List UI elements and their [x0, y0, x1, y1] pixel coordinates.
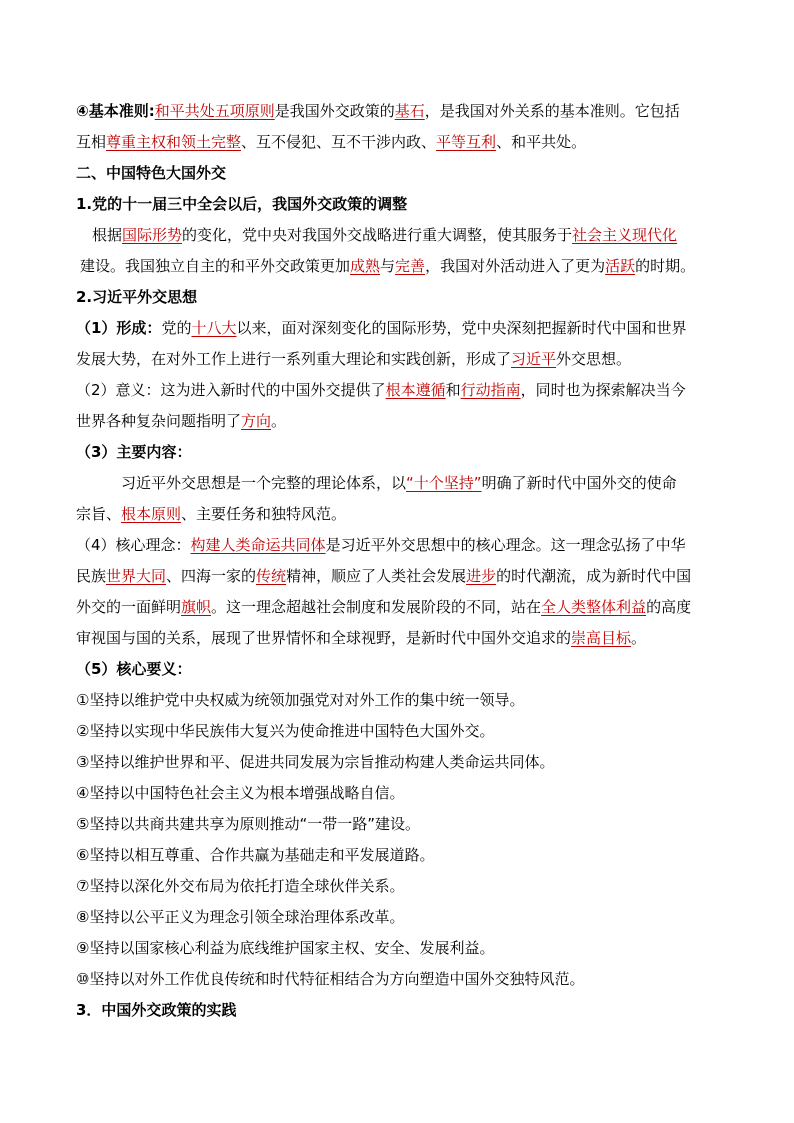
paragraph-line: [76, 592, 728, 623]
paragraph-line: [76, 561, 728, 592]
text: ，是我国对外关系的基本准则。它包括: [424, 102, 680, 120]
subsection-heading: 1.党的十一届三中全会以后，我国外交政策的调整: [76, 195, 408, 213]
blank-answer: 尊重主权和领土完整: [106, 133, 242, 151]
section-heading: 二、中国特色大国外交: [76, 164, 227, 182]
text: 的变化，党中央对我国外交战略进行重大调整，使其服务于: [182, 226, 573, 244]
list-item: ②坚持以实现中华民族伟大复兴为使命推进中国特色大国外交。: [76, 722, 495, 740]
text: 的时期。: [635, 257, 696, 275]
paragraph-line: [76, 220, 728, 251]
requirements-list: [76, 685, 728, 995]
list-item: ⑧坚持以公平正义为理念引领全球治理体系改革。: [76, 908, 405, 926]
notes-body: [76, 96, 728, 1026]
blank-answer: 全人类整体利益: [541, 598, 647, 616]
text: 、互不侵犯、互不干涉内政、: [241, 133, 437, 151]
blank-answer: 基石: [394, 102, 425, 120]
list-item: ③坚持以维护世界和平、促进共同发展为宗旨推动构建人类命运共同体。: [76, 753, 555, 771]
text: 互相: [76, 133, 107, 151]
paragraph-line: [76, 406, 728, 437]
blank-answer: 进步: [466, 567, 497, 585]
text: 。这一理念超越社会制度和发展阶段的不同，站在: [211, 598, 542, 616]
text: 的高度: [646, 598, 692, 616]
text: 是我国外交政策的: [274, 102, 395, 120]
blank-answer: 崇高目标: [571, 629, 632, 647]
paragraph-line: [76, 251, 728, 282]
item-label: （5）核心要义：: [76, 660, 192, 678]
text: 与: [380, 257, 396, 275]
text: 审视国与国的关系，展现了世界情怀和全球视野，是新时代中国外交追求的: [76, 629, 572, 647]
text: 建设。我国独立自主的和平外交政策更加: [80, 257, 351, 275]
blank-answer: 世界大同: [106, 567, 167, 585]
text: 世界各种复杂问题指明了: [76, 412, 242, 430]
item-label: （3）主要内容：: [76, 443, 192, 461]
blank-answer: 方向: [241, 412, 272, 430]
paragraph-line: [76, 313, 728, 344]
item-label: （4）核心理念：: [76, 536, 191, 554]
text: 的时代潮流，成为新时代中国: [496, 567, 692, 585]
blank-answer: 国际形势: [122, 226, 183, 244]
blank-answer: 根本遵循: [385, 381, 446, 399]
text: 这为进入新时代的中国外交提供了: [160, 381, 386, 399]
text: 外交思想。: [556, 350, 632, 368]
text: 党的: [161, 319, 192, 337]
text: ，我国对外活动进入了更为: [425, 257, 606, 275]
blank-answer: 习近平: [511, 350, 557, 368]
principle-line-1: [76, 96, 728, 127]
paragraph-line: [76, 375, 728, 406]
paragraph-line: [76, 530, 728, 561]
text: 明确了新时代中国外交的使命: [481, 474, 677, 492]
text: 和: [445, 381, 461, 399]
blank-answer: 行动指南: [460, 381, 521, 399]
list-item: ④坚持以中国特色社会主义为根本增强战略自信。: [76, 784, 405, 802]
item-label: （1）形成：: [76, 319, 162, 337]
text: 外交的一面鲜明: [76, 598, 182, 616]
text: 、四海一家的: [166, 567, 257, 585]
text: 以来，面对深刻变化的国际形势，党中央深刻把握新时代中国和世界: [236, 319, 687, 337]
paragraph-line: [76, 499, 728, 530]
list-item: ⑩坚持以对外工作优良传统和时代特征相结合为方向塑造中国外交独特风范。: [76, 970, 585, 988]
text: 、主要任务和独特风范。: [181, 505, 347, 523]
paragraph-line: [76, 344, 728, 375]
text: ，同时也为探索解决当今: [520, 381, 686, 399]
blank-answer: 构建人类命运共同体: [190, 536, 326, 554]
blank-answer: 成熟: [350, 257, 381, 275]
blank-answer: 完善: [395, 257, 426, 275]
blank-answer: 活跃: [605, 257, 636, 275]
item-label: （2）意义：: [76, 381, 161, 399]
list-item: ⑥坚持以相互尊重、合作共赢为基础走和平发展道路。: [76, 846, 435, 864]
list-item: ①坚持以维护党中央权威为统领加强党对对外工作的集中统一领导。: [76, 691, 525, 709]
text: 、和平共处。: [496, 133, 587, 151]
principle-line-2: [76, 127, 728, 158]
list-item: ⑨坚持以国家核心利益为底线维护国家主权、安全、发展利益。: [76, 939, 495, 957]
blank-answer: 平等互利: [436, 133, 497, 151]
blank-answer: 十八大: [191, 319, 237, 337]
blank-answer: “十个坚持”: [406, 474, 482, 492]
text: 精神，顺应了人类社会发展: [286, 567, 467, 585]
list-item: ⑦坚持以深化外交布局为依托打造全球伙伴关系。: [76, 877, 405, 895]
list-item: ⑤坚持以共商共建共享为原则推动“一带一路”建设。: [76, 815, 420, 833]
blank-answer: 和平共处五项原则: [154, 102, 275, 120]
text: 。: [271, 412, 287, 430]
text: 发展大势，在对外工作上进行一系列重大理论和实践创新，形成了: [76, 350, 512, 368]
paragraph-line: [76, 623, 728, 654]
text: 是习近平外交思想中的核心理念。这一理念弘扬了中华: [325, 536, 686, 554]
text: 。: [631, 629, 647, 647]
subsection-heading: 2.习近平外交思想: [76, 288, 198, 306]
blank-answer: 根本原则: [121, 505, 182, 523]
blank-answer: 旗帜: [181, 598, 212, 616]
blank-answer: 社会主义现代化: [572, 226, 678, 244]
text: 根据: [92, 226, 123, 244]
paragraph-line: [76, 468, 728, 499]
blank-answer: 传统: [256, 567, 287, 585]
subsection-heading: 3．中国外交政策的实践: [76, 1001, 237, 1019]
text: 民族: [76, 567, 107, 585]
principle-label: ④基本准则:: [76, 102, 155, 120]
text: 习近平外交思想是一个完整的理论体系，以: [121, 474, 407, 492]
text: 宗旨、: [76, 505, 122, 523]
